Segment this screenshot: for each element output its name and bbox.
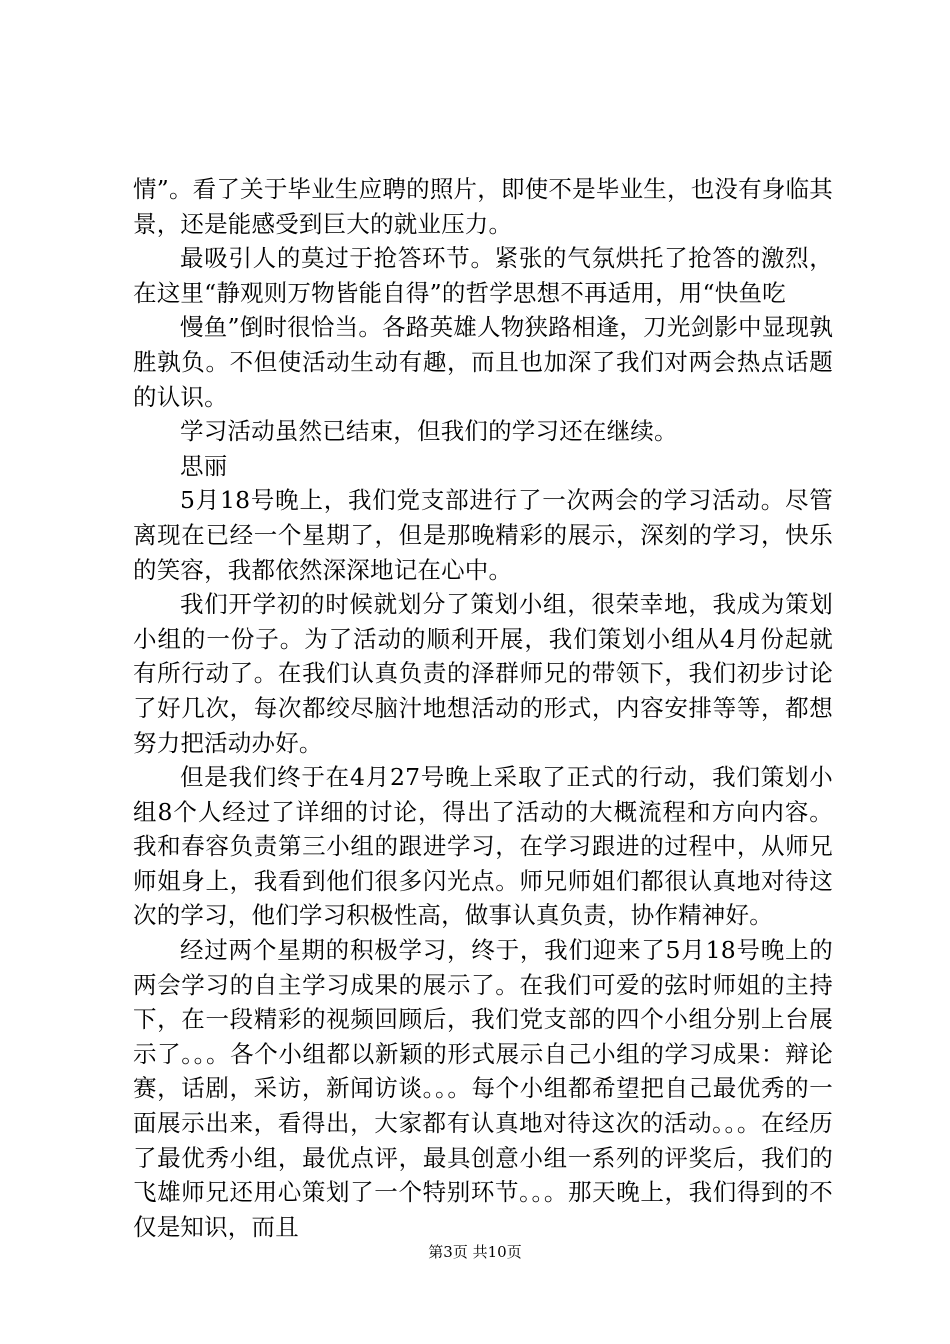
- paragraph-1: 情”。看了关于毕业生应聘的照片，即使不是毕业生，也没有身临其景，还是能感受到巨大的就业压力。: [133, 175, 833, 238]
- paragraph-2: 最吸引人的莫过于抢答环节。紧张的气氛烘托了抢答的激烈，在这里“静观则万物皆能自得”的哲学思想不再适用，用“快鱼吃: [133, 244, 833, 307]
- paragraph-7: 我们开学初的时候就划分了策划小组，很荣幸地，我成为策划小组的一份子。为了活动的顺利开展，我们策划小组从4月份起就有所行动了。在我们认真负责的泽群师兄的带领下，我们初步讨论了好几次，每次都绞尽脑汁地想活动的形式，内容安排等等，都想努力把活动办好。: [133, 590, 833, 757]
- paragraph-5-author: 思丽: [180, 451, 228, 480]
- paragraph-4: 学习活动虽然已结束，但我们的学习还在继续。: [180, 417, 678, 446]
- paragraph-8: 但是我们终于在4月27号晚上采取了正式的行动，我们策划小组8个人经过了详细的讨论，得出了活动的大概流程和方向内容。我和春容负责第三小组的跟进学习，在学习跟进的过程中，从师兄师姐身上，我看到他们很多闪光点。师兄师姐们都很认真地对待这次的学习，他们学习积极性高，做事认真负责，协作精神好。: [133, 763, 833, 930]
- paragraph-6: 5月18号晚上，我们党支部进行了一次两会的学习活动。尽管离现在已经一个星期了，但是那晚精彩的展示，深刻的学习，快乐的笑容，我都依然深深地记在心中。: [133, 486, 833, 584]
- document-body: [133, 172, 833, 1244]
- paragraph-9: 经过两个星期的积极学习，终于，我们迎来了5月18号晚上的两会学习的自主学习成果的展示了。在我们可爱的弦时师姐的主持下，在一段精彩的视频回顾后，我们党支部的四个小组分别上台展示了。。。各个小组都以新颖的形式展示自己小组的学习成果：辩论赛，话剧，采访，新闻访谈。。。每个小组都希望把自己最优秀的一面展示出来，看得出，大家都有认真地对待这次的活动。。。在经历了最优秀小组，最优点评，最具创意小组一系列的评奖后，我们的飞雄师兄还用心策划了一个特别环节。。。那天晚上，我们得到的不仅是知识，而且: [133, 936, 833, 1241]
- paragraph-3: 慢鱼”倒时很恰当。各路英雄人物狭路相逢，刀光剑影中显现孰胜孰负。不但使活动生动有趣，而且也加深了我们对两会热点话题的认识。: [133, 313, 833, 411]
- page-footer: 第3页 共10页: [428, 1243, 522, 1261]
